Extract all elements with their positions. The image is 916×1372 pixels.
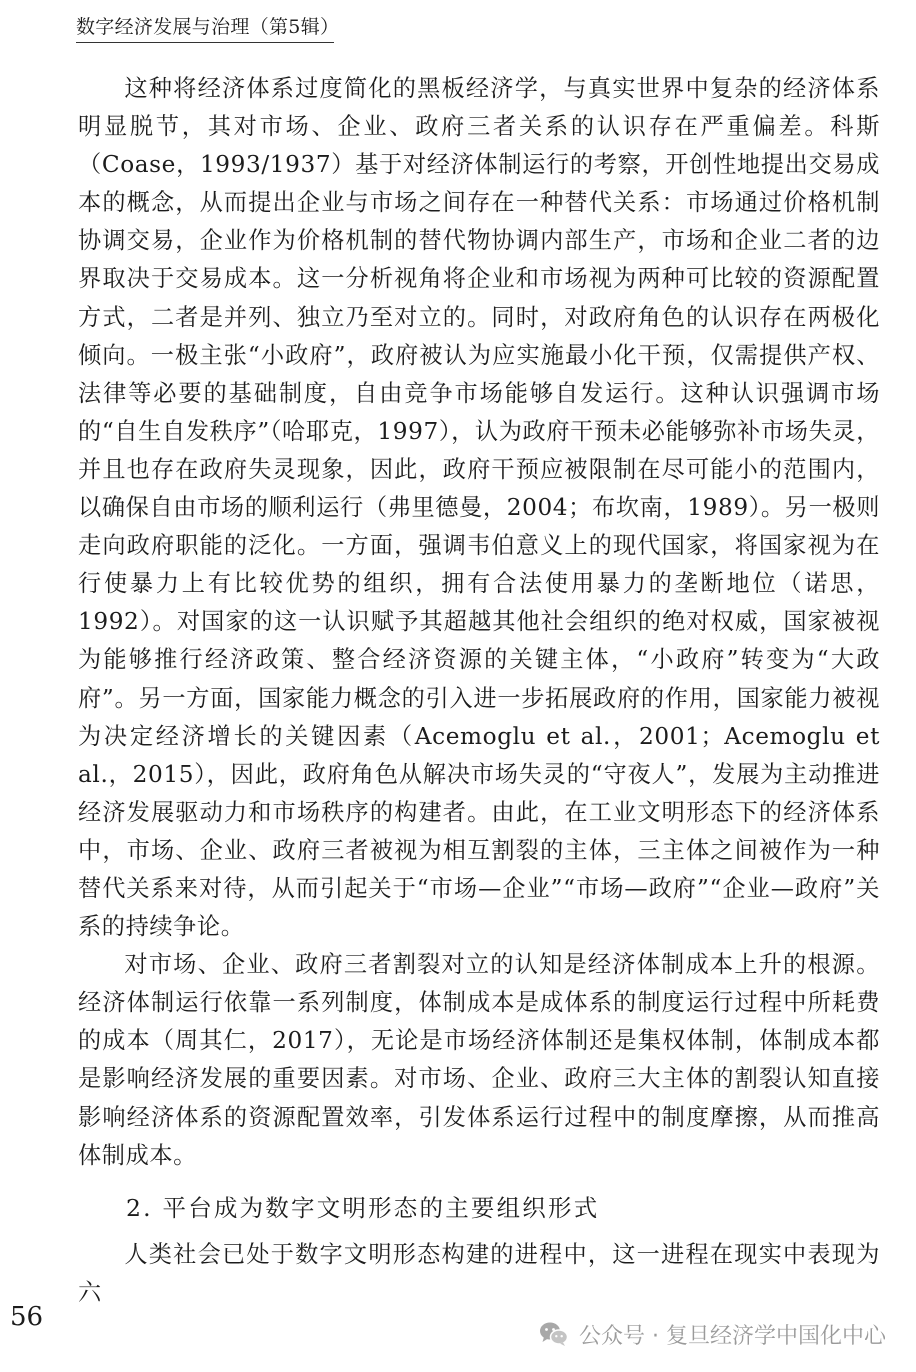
running-header [76, 12, 340, 43]
paragraph-3: 人类社会已处于数字文明形态构建的进程中，这一进程在现实中表现为六 [78, 1240, 880, 1306]
section-heading: 2. 平台成为数字文明形态的主要组织形式 [126, 1193, 600, 1222]
wechat-icon [539, 1321, 569, 1347]
body-text [78, 70, 880, 1312]
paragraph-1: 这种将经济体系过度简化的黑板经济学，与真实世界中复杂的经济体系明显脱节，其对市场、企业、政府三者关系的认识存在严重偏差。科斯（Coase，1993/1937）基于对经济体制运行的考察，开创性地提出交易成本的概念，从而提出企业与市场之间存在一种替代关系：市场通过价格机制协调交易，企业作为价格机制的替代物协调内部生产，市场和企业二者的边界取决于交易成本。这一分析视角将企业和市场视为两种可比较的资源配置方式，二者是并列、独立乃至对立的。同时，对政府角色的认识存在两极化倾向。一极主张“小政府”，政府被认为应实施最小化干预，仅需提供产权、法律等必要的基础制度，自由竞争市场能够自发运行。这种认识强调市场的“自生自发秩序”（哈耶克，1997），认为政府干预未必能够弥补市场失灵，并且也存在政府失灵现象，因此，政府干预应被限制在尽可能小的范围内，以确保自由市场的顺利运行（弗里德曼，2004；布坎南，1989）。另一极则走向政府职能的泛化。一方面，强调韦伯意义上的现代国家，将国家视为在行使暴力上有比较优势的组织，拥有合法使用暴力的垄断地位（诺思，1992）。对国家的这一认识赋予其超越其他社会组织的绝对权威，国家被视为能够推行经济政策、整合经济资源的关键主体，“小政府”转变为“大政府”。另一方面，国家能力概念的引入进一步拓展政府的作用，国家能力被视为决定经济增长的关键因素（Acemoglu et al.，2001；Acemoglu et al.，2015），因此，政府角色从解决市场失灵的“守夜人”，发展为主动推进经济发展驱动力和市场秩序的构建者。由此，在工业文明形态下的经济体系中，市场、企业、政府三者被视为相互割裂的主体，三主体之间被作为一种替代关系来对待，从而引起关于“市场—企业”“市场—政府”“企业—政府”关系的持续争论。 [78, 75, 880, 941]
watermark [539, 1314, 886, 1354]
paragraph-2: 对市场、企业、政府三者割裂对立的认知是经济体制成本上升的根源。经济体制运行依靠一系列制度，体制成本是成体系的制度运行过程中所耗费的成本（周其仁，2017），无论是市场经济体制还是集权体制，体制成本都是影响经济发展的重要因素。对市场、企业、政府三大主体的割裂认知直接影响经济体系的资源配置效率，引发体系运行过程中的制度摩擦，从而推高体制成本。 [78, 951, 880, 1169]
journal-title: 数字经济发展与治理（第5辑） [76, 16, 340, 38]
page-number: 56 [10, 1302, 44, 1332]
watermark-text: 公众号 · 复旦经济学中国化中心 [579, 1323, 886, 1349]
